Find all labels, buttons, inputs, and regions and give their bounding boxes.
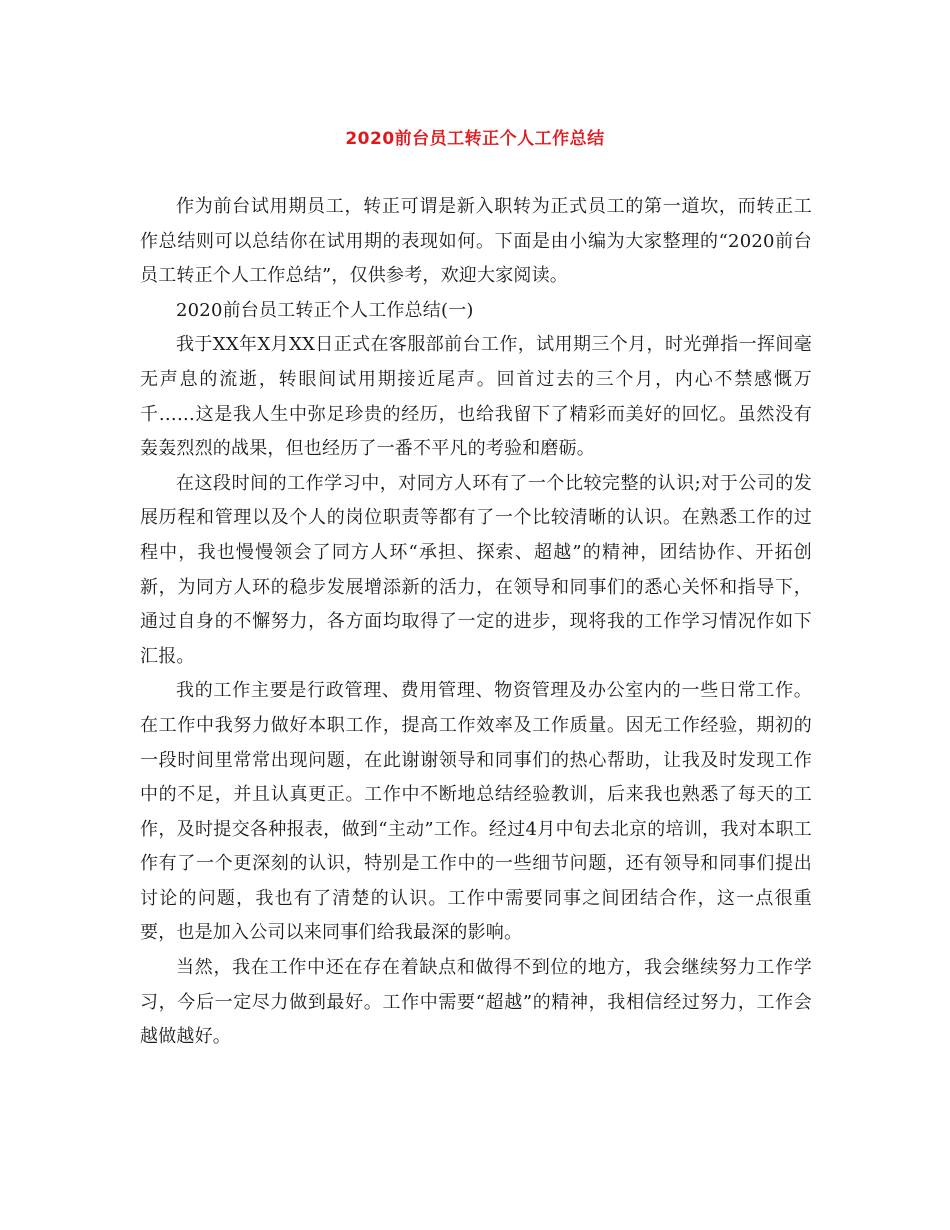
body-paragraph: 在这段时间的工作学习中，对同方人环有了一个比较完整的认识;对于公司的发展历程和管理以及个人的岗位职责等都有了一个比较清晰的认识。在熟悉工作的过程中，我也慢慢领会了同方人环“承担、探索、超越”的精神，团结协作、开拓创新，为同方人环的稳步发展增添新的活力，在领导和同事们的悉心关怀和指导下，通过自身的不懈努力，各方面均取得了一定的进步，现将我的工作学习情况作如下汇报。 [140, 472, 812, 667]
body-paragraph: 我的工作主要是行政管理、费用管理、物资管理及办公室内的一些日常工作。在工作中我努力做好本职工作，提高工作效率及工作质量。因无工作经验，期初的一段时间里常常出现问题，在此谢谢领导和同事们的热心帮助，让我及时发现工作中的不足，并且认真更正。工作中不断地总结经验教训，后来我也熟悉了每天的工作，及时提交各种报表，做到“主动”工作。经过4月中旬去北京的培训，我对本职工作有了一个更深刻的认识，特别是工作中的一些细节问题，还有领导和同事们提出讨论的问题，我也有了清楚的认识。工作中需要同事之间团结合作，这一点很重要，也是加入公司以来同事们给我最深的影响。 [140, 680, 812, 944]
document-title: 2020前台员工转正个人工作总结 [345, 129, 605, 149]
document-body [140, 190, 812, 1055]
section-heading: 2020前台员工转正个人工作总结(一) [176, 299, 474, 321]
body-paragraph: 我于XX年X月XX日正式在客服部前台工作，试用期三个月，时光弹指一挥间毫无声息的流逝，转眼间试用期接近尾声。回首过去的三个月，内心不禁感慨万千……这是我人生中弥足珍贵的经历，也给我留下了精彩而美好的回忆。虽然没有轰轰烈烈的战果，但也经历了一番不平凡的考验和磨砺。 [140, 334, 812, 460]
intro-paragraph: 作为前台试用期员工，转正可谓是新入职转为正式员工的第一道坎，而转正工作总结则可以总结你在试用期的表现如何。下面是由小编为大家整理的“2020前台员工转正个人工作总结”，仅供参考，欢迎大家阅读。 [140, 196, 812, 287]
body-paragraph: 当然，我在工作中还在存在着缺点和做得不到位的地方，我会继续努力工作学习，今后一定尽力做到最好。工作中需要“超越”的精神，我相信经过努力，工作会越做越好。 [140, 957, 812, 1048]
